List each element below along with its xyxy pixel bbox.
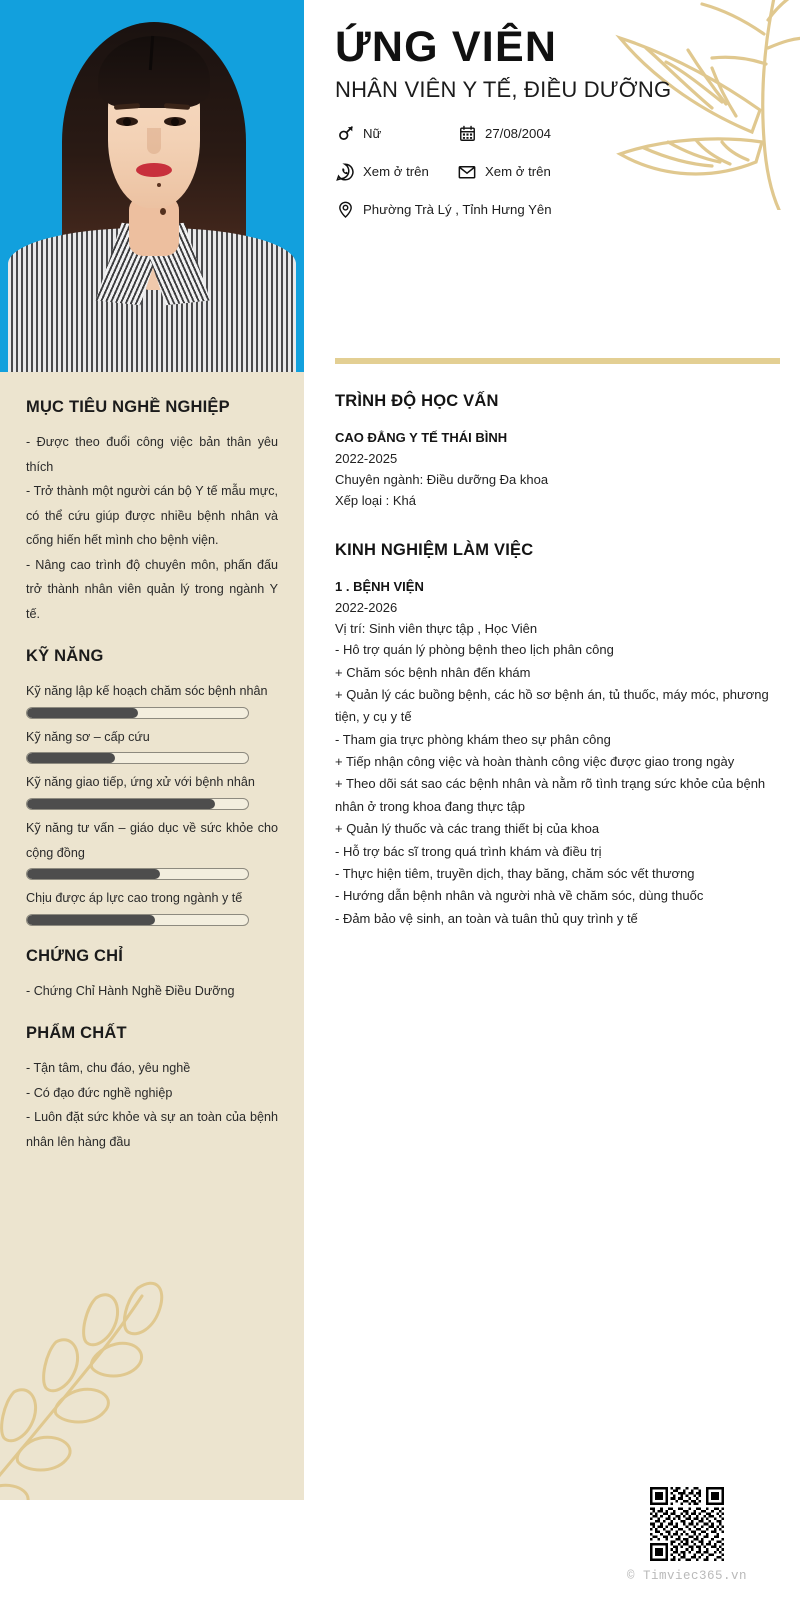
calendar-icon [457, 124, 477, 144]
education-grade: Xếp loại : Khá [335, 493, 416, 509]
skill-progress-bar [26, 868, 249, 880]
objective-title: MỤC TIÊU NGHỀ NGHIỆP [26, 398, 230, 416]
certificate-line: - Chứng Chỉ Hành Nghề Điều Dưỡng [26, 983, 235, 998]
gender-icon [335, 124, 355, 144]
skill-progress-fill [27, 915, 155, 925]
phone-icon [335, 162, 355, 182]
experience-duty: + Quản lý các buồng bệnh, các hồ sơ bệnh án, tủ thuốc, máy móc, phương tiện, y cụ y tế [335, 687, 769, 725]
experience-duty: - Tham gia trực phòng khám theo sự phân công [335, 731, 611, 747]
skill-label: Kỹ năng giao tiếp, ứng xử với bệnh nhân [26, 775, 255, 790]
skill-label: Chịu được áp lực cao trong ngành y tế [26, 891, 243, 906]
location-pin-icon [335, 200, 355, 220]
contact-phone[interactable] [335, 162, 457, 182]
objective-line: - Nâng cao trình độ chuyên môn, phấn đấu trở thành nhân viên quản lý trong ngành Y tế. [26, 557, 278, 621]
cv-header [304, 0, 800, 372]
experience-duty: - Hô trợ quán lý phòng bệnh theo lịch phân công [335, 642, 614, 658]
skill-progress-bar [26, 798, 249, 810]
experience-title: KINH NGHIỆM LÀM VIỆC [335, 541, 534, 560]
job-title: NHÂN VIÊN Y TẾ, ĐIỀU DƯỠNG [335, 77, 672, 103]
education-school: CAO ĐẲNG Y TẾ THÁI BÌNH [335, 430, 508, 445]
skill-progress-fill [27, 869, 160, 879]
portrait-illustration [0, 0, 304, 372]
contact-gender [335, 124, 457, 144]
experience-duty: - Hướng dẫn bệnh nhân và người nhà về chăm sóc, dùng thuốc [335, 888, 704, 904]
header-divider [335, 358, 780, 364]
skill-item [26, 770, 278, 810]
footer [592, 1487, 782, 1583]
education-years: 2022-2025 [335, 451, 398, 467]
contact-block [335, 124, 774, 220]
skill-progress-fill [27, 753, 115, 763]
main-content [304, 380, 800, 930]
qualities-title: PHẨM CHẤT [26, 1024, 127, 1043]
skill-label: Kỹ năng lập kế hoạch chăm sóc bệnh nhân [26, 684, 268, 699]
candidate-photo [0, 0, 304, 372]
leaf-decoration-bottom-icon [0, 1240, 190, 1500]
skill-item [26, 725, 278, 765]
sidebar [0, 372, 304, 1500]
gender-value: Nữ [363, 126, 382, 142]
skill-item [26, 816, 278, 880]
experience-duty: + Theo dõi sát sao các bệnh nhân và nằm rõ tình trạng sức khỏe của bệnh nhân ở trong khoa đang thực tập [335, 776, 766, 814]
contact-email[interactable] [457, 162, 551, 182]
experience-position: Vị trí: Sinh viên thực tập , Học Viên [335, 621, 538, 637]
page-title: ỨNG VIÊN [335, 23, 558, 71]
skills-title: KỸ NĂNG [26, 647, 104, 666]
contact-address [335, 200, 552, 220]
skill-label: Kỹ năng sơ – cấp cứu [26, 729, 150, 744]
experience-company: 1 . BỆNH VIỆN [335, 579, 424, 595]
quality-line: - Có đạo đức nghề nghiệp [26, 1085, 173, 1100]
skill-progress-bar [26, 707, 249, 719]
education-major: Chuyên ngành: Điều dưỡng Đa khoa [335, 472, 549, 488]
section-qualities [26, 1024, 278, 1154]
section-certificates [26, 947, 278, 1004]
birthday-value: 27/08/2004 [485, 126, 552, 142]
section-experience [335, 541, 774, 930]
skill-label: Kỹ năng tư vấn – giáo dục về sức khỏe cho cộng đồng [26, 821, 278, 860]
section-objective [26, 398, 278, 626]
skill-progress-fill [27, 708, 138, 718]
experience-duty: - Thực hiện tiêm, truyền dịch, thay băng, chăm sóc vết thương [335, 865, 695, 881]
objective-line: - Trở thành một người cán bộ Y tế mẫu mực, có thể cứu giúp được nhiều bệnh nhân và cống hiến hết mình cho bệnh viện. [26, 484, 278, 548]
quality-line: - Tận tâm, chu đáo, yêu nghề [26, 1061, 191, 1076]
phone-value: Xem ở trên [363, 164, 429, 180]
qr-code-icon[interactable] [650, 1487, 724, 1561]
brand-watermark: © Timviec365.vn [626, 1569, 748, 1583]
email-value: Xem ở trên [485, 164, 551, 180]
experience-duty: - Hỗ trợ bác sĩ trong quá trình khám và điều trị [335, 843, 602, 859]
quality-line: - Luôn đặt sức khỏe và sự an toàn của bệnh nhân lên hàng đầu [26, 1110, 278, 1149]
section-education [335, 392, 774, 511]
skill-progress-fill [27, 799, 215, 809]
contact-birthday [457, 124, 551, 144]
experience-duty: + Tiếp nhận công việc và hoàn thành công việc được giao trong ngày [335, 754, 735, 770]
skill-progress-bar [26, 914, 249, 926]
experience-duty: - Đảm bảo vệ sinh, an toàn và tuân thủ quy trình y tế [335, 910, 638, 926]
certificates-title: CHỨNG CHỈ [26, 946, 124, 965]
envelope-icon [457, 162, 477, 182]
skill-progress-bar [26, 752, 249, 764]
experience-years: 2022-2026 [335, 600, 398, 616]
objective-line: - Được theo đuổi công việc bản thân yêu thích [26, 435, 278, 474]
address-value: Phường Trà Lý , Tỉnh Hưng Yên [363, 202, 552, 218]
experience-duty: + Quản lý thuốc và các trang thiết bị của khoa [335, 821, 600, 837]
education-title: TRÌNH ĐỘ HỌC VẤN [335, 392, 499, 410]
skill-item [26, 886, 278, 926]
section-skills [26, 647, 278, 925]
skill-item [26, 679, 278, 719]
experience-duty: + Chăm sóc bệnh nhân đến khám [335, 664, 531, 680]
